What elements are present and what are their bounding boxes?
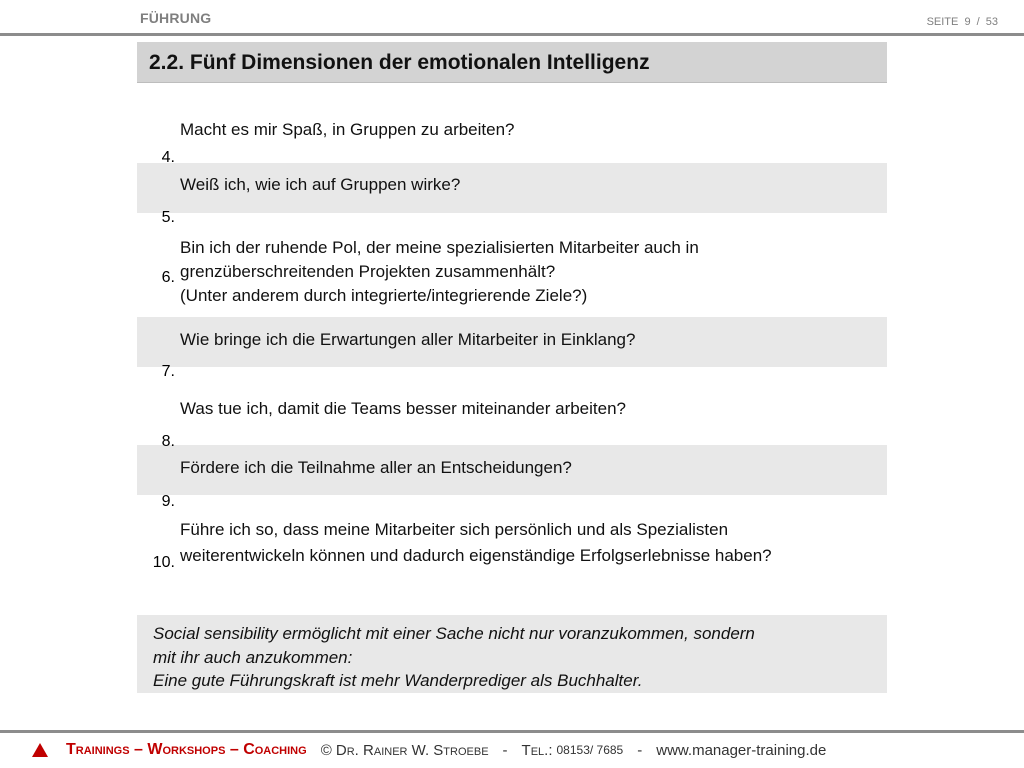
question-text-6-line3: (Unter anderem durch integrierte/integrierende Ziele?): [180, 286, 588, 305]
footer-website-link[interactable]: www.manager-training.de: [656, 741, 827, 759]
question-text-4: Macht es mir Spaß, in Gruppen zu arbeiten?: [180, 120, 515, 139]
page-indicator: [924, 16, 998, 28]
page-current: 9: [964, 16, 971, 28]
page-separator: /: [976, 16, 980, 28]
page-total: 53: [985, 16, 998, 28]
footer-brand: Trainings – Workshops – Coaching: [66, 741, 307, 758]
slide-title: 2.2. Fünf Dimensionen der emotionalen Intelligenz: [149, 51, 650, 74]
question-text-5: Weiß ich, wie ich auf Gruppen wirke?: [180, 175, 461, 194]
footer: [32, 741, 826, 759]
footer-copyright: © Dr. Rainer W. Stroebe: [320, 741, 489, 759]
question-text-10-line1: Führe ich so, dass meine Mitarbeiter sich persönlich und als Spezialisten: [180, 520, 729, 539]
slide-title-bar: [137, 42, 887, 83]
footer-separator-2: -: [637, 741, 643, 759]
question-number-6: 6.: [161, 269, 175, 286]
question-number-4: 4.: [161, 149, 175, 166]
triangle-icon: [32, 743, 48, 757]
question-number-9: 9.: [161, 493, 175, 510]
question-text-6-line1: Bin ich der ruhende Pol, der meine spezialisierten Mitarbeiter auch in: [180, 238, 699, 257]
question-text-10-line2: weiterentwickeln können und dadurch eigenständige Erfolgserlebnisse haben?: [180, 546, 772, 565]
quote-line-3: Eine gute Führungskraft ist mehr Wanderprediger als Buchhalter.: [153, 671, 643, 690]
quote-line-2: mit ihr auch anzukommen:: [153, 648, 353, 667]
footer-divider: [0, 730, 1024, 733]
question-text-7: Wie bringe ich die Erwartungen aller Mitarbeiter in Einklang?: [180, 330, 636, 349]
quote-box: [137, 615, 887, 693]
footer-separator-1: -: [502, 741, 508, 759]
page-prefix: SEITE: [926, 16, 959, 28]
section-title: FÜHRUNG: [140, 10, 212, 26]
question-text-8: Was tue ich, damit die Teams besser miteinander arbeiten?: [180, 399, 627, 418]
question-number-10: 10.: [152, 554, 175, 571]
footer-tel-number: 08153/ 7685: [556, 743, 624, 757]
question-text-6-line2: grenzüberschreitenden Projekten zusammenhält?: [180, 262, 556, 281]
footer-tel-label: Tel.:: [521, 741, 553, 759]
quote-line-1: Social sensibility ermöglicht mit einer Sache nicht nur voranzukommen, sondern: [153, 624, 755, 643]
question-text-9: Fördere ich die Teilnahme aller an Entscheidungen?: [180, 458, 572, 477]
header-divider: [0, 33, 1024, 36]
question-number-5: 5.: [161, 209, 175, 226]
question-number-8: 8.: [161, 433, 175, 450]
question-number-7: 7.: [161, 363, 175, 380]
